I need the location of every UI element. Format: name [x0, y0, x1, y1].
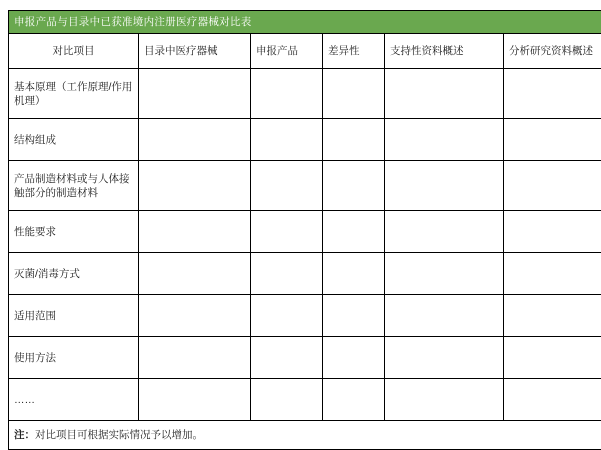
row-label: 适用范围: [9, 295, 139, 337]
cell-applied-product[interactable]: [251, 119, 323, 161]
cell-supporting-data[interactable]: [385, 295, 504, 337]
table-row: [9, 211, 601, 253]
cell-difference[interactable]: [323, 379, 385, 421]
cell-supporting-data[interactable]: [385, 161, 504, 211]
cell-supporting-data[interactable]: [385, 379, 504, 421]
cell-catalog-device[interactable]: [139, 69, 251, 119]
cell-catalog-device[interactable]: [139, 337, 251, 379]
cell-catalog-device[interactable]: [139, 379, 251, 421]
column-header-catalog-device: 目录中医疗器械: [139, 34, 251, 69]
cell-catalog-device[interactable]: [139, 211, 251, 253]
table-note-row: [9, 421, 601, 450]
cell-applied-product[interactable]: [251, 295, 323, 337]
cell-difference[interactable]: [323, 295, 385, 337]
cell-difference[interactable]: [323, 211, 385, 253]
table-title-row: [9, 11, 601, 34]
cell-analysis-data[interactable]: [504, 337, 601, 379]
cell-analysis-data[interactable]: [504, 119, 601, 161]
table-row: [9, 161, 601, 211]
cell-difference[interactable]: [323, 119, 385, 161]
cell-supporting-data[interactable]: [385, 119, 504, 161]
column-header-supporting-data: 支持性资料概述: [385, 34, 504, 69]
table-row: [9, 69, 601, 119]
table-row: [9, 379, 601, 421]
note-prefix: 注：: [14, 429, 35, 441]
note-text: 对比项目可根据实际情况予以增加。: [35, 429, 203, 441]
row-label: 灭菌/消毒方式: [9, 253, 139, 295]
cell-supporting-data[interactable]: [385, 211, 504, 253]
row-label: 性能要求: [9, 211, 139, 253]
row-label: 产品制造材料或与人体接触部分的制造材料: [9, 161, 139, 211]
cell-analysis-data[interactable]: [504, 69, 601, 119]
column-header-applied-product: 申报产品: [251, 34, 323, 69]
cell-applied-product[interactable]: [251, 69, 323, 119]
cell-catalog-device[interactable]: [139, 295, 251, 337]
table-row: [9, 253, 601, 295]
table-row: [9, 337, 601, 379]
cell-supporting-data[interactable]: [385, 69, 504, 119]
row-label: 结构组成: [9, 119, 139, 161]
table-row: [9, 295, 601, 337]
cell-difference[interactable]: [323, 253, 385, 295]
table-row: [9, 119, 601, 161]
cell-catalog-device[interactable]: [139, 161, 251, 211]
column-header-difference: 差异性: [323, 34, 385, 69]
cell-catalog-device[interactable]: [139, 253, 251, 295]
cell-applied-product[interactable]: [251, 337, 323, 379]
cell-applied-product[interactable]: [251, 253, 323, 295]
cell-analysis-data[interactable]: [504, 211, 601, 253]
table-title: 申报产品与目录中已获准境内注册医疗器械对比表: [9, 11, 601, 34]
row-label: ……: [9, 379, 139, 421]
cell-catalog-device[interactable]: [139, 119, 251, 161]
cell-analysis-data[interactable]: [504, 161, 601, 211]
column-header-analysis-data: 分析研究资料概述: [504, 34, 601, 69]
cell-supporting-data[interactable]: [385, 337, 504, 379]
cell-applied-product[interactable]: [251, 379, 323, 421]
comparison-table: [8, 10, 601, 450]
column-header-item: 对比项目: [9, 34, 139, 69]
cell-difference[interactable]: [323, 161, 385, 211]
row-label: 基本原理（工作原理/作用机理）: [9, 69, 139, 119]
cell-analysis-data[interactable]: [504, 253, 601, 295]
cell-difference[interactable]: [323, 69, 385, 119]
cell-applied-product[interactable]: [251, 211, 323, 253]
cell-applied-product[interactable]: [251, 161, 323, 211]
row-label: 使用方法: [9, 337, 139, 379]
cell-supporting-data[interactable]: [385, 253, 504, 295]
table-header-row: [9, 34, 601, 69]
cell-difference[interactable]: [323, 337, 385, 379]
cell-analysis-data[interactable]: [504, 295, 601, 337]
comparison-table-wrapper: [8, 10, 593, 450]
cell-analysis-data[interactable]: [504, 379, 601, 421]
table-note: [9, 421, 601, 450]
